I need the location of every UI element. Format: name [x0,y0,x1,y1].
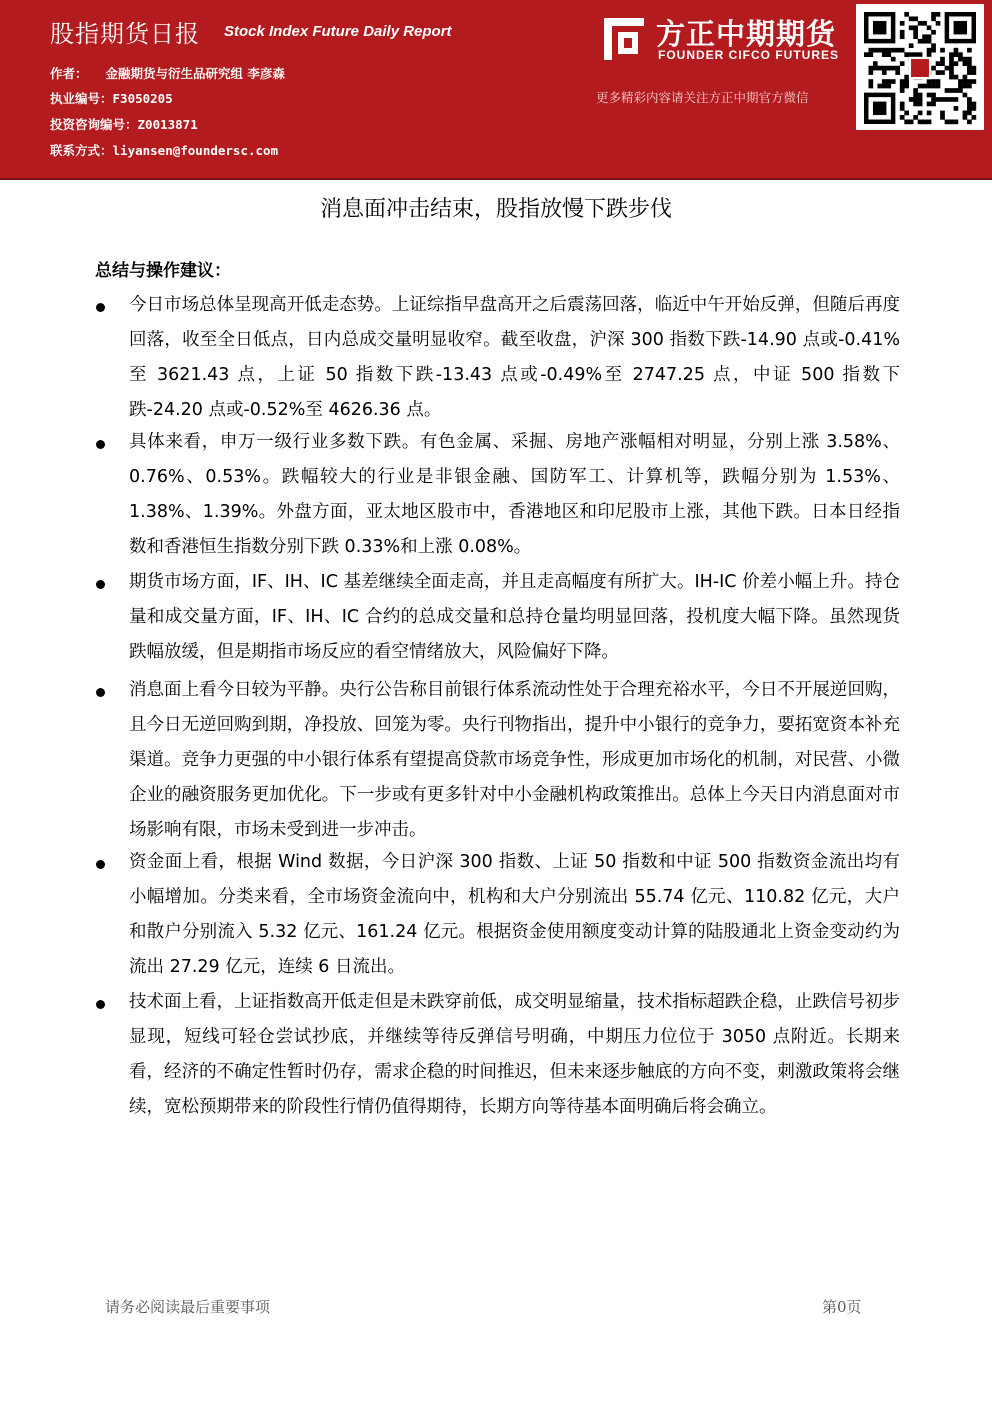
report-header [0,0,992,178]
header-divider [0,178,992,180]
report-title-cn: 股指期货日报 [50,20,200,48]
logo-text-cn: 方正中期期货 [656,17,837,51]
bullet-dot-icon [96,1000,105,1009]
bullet-dot-icon [96,860,105,869]
license-label: 执业编号： [50,91,113,106]
wechat-follow-note: 更多精彩内容请关注方正中期官方微信 [596,90,809,105]
bullet-dot-icon [96,580,105,589]
author-value: 金融期货与衍生品研究组 李彦森 [105,66,285,81]
advisory-label: 投资咨询编号： [50,117,138,132]
author-label: 作者： [50,66,88,81]
page-number: 第0页 [822,1298,862,1316]
author-row [50,64,285,82]
list-item-text: 消息面上看今日较为平静。央行公告称目前银行体系流动性处于合理充裕水平，今日不开展逆回购，且今日无逆回购到期，净投放、回笼为零。央行刊物指出，提升中小银行的竞争力，要拓宽资本补充渠道。竞争力更强的中小银行体系有望提高贷款市场竞争性，形成更加市场化的机制，对民营、小微企业的融资服务更加优化。下一步或有更多针对中小金融机构政策推出。总体上今天日内消息面对市场影响有限，市场未受到进一步冲击。 [129,680,900,840]
section-heading: 总结与操作建议： [95,261,231,281]
bullet-dot-icon [96,440,105,449]
list-item-text: 技术面上看，上证指数高开低走但是未跌穿前低，成交明显缩量，技术指标超跌企稳，止跌信号初步显现，短线可轻仓尝试抄底，并继续等待反弹信号明确，中期压力位位于 3050 点附近。长期来看，经济的不确定性暂时仍存，需求企稳的时间推迟，但未来逐步触底的方向不变，刺激政策将会继续，宽松预期带来的阶段性行情仍值得期待，长期方向等待基本面明确后将会确立。 [129,992,900,1117]
bullet-dot-icon [96,303,105,312]
license-row [50,89,173,107]
bullet-dot-icon [96,688,105,697]
list-item-text: 期货市场方面，IF、IH、IC 基差继续全面走高，并且走高幅度有所扩大。IH-IC 价差小幅上升。持仓量和成交量方面，IF、IH、IC 合约的总成交量和总持仓量均明显回落，投机度大幅下降。虽然现货跌幅放缓，但是期指市场反应的看空情绪放大，风险偏好下降。 [129,572,900,662]
document-title: 消息面冲击结束，股指放慢下跌步伐 [319,197,672,222]
list-item-text: 资金面上看，根据 Wind 数据，今日沪深 300 指数、上证 50 指数和中证 500 指数资金流出均有小幅增加。分类来看，全市场资金流向中，机构和大户分别流出 55.74 亿元、110.82 亿元，大户和散户分别流入 5.32 亿元、161.24 亿元。根据资金使用额度变动计算的陆股通北上资金变动约为流出 27.29 亿元，连续 6 日流出。 [129,852,900,977]
contact-row [50,141,278,159]
license-value: F3050205 [112,91,173,106]
advisory-value: Z0013871 [137,117,198,132]
company-logo [598,12,856,72]
advisory-row [50,115,198,133]
footer-notice: 请务必阅读最后重要事项 [105,1298,271,1316]
contact-email[interactable]: liyansen@foundersc.com [112,143,279,158]
founder-logo-icon [598,14,648,64]
contact-label: 联系方式： [50,143,113,158]
wechat-qr-code-icon [856,4,984,130]
report-title-en: Stock Index Future Daily Report [224,23,452,40]
list-item-text: 今日市场总体呈现高开低走态势。上证综指早盘高开之后震荡回落，临近中午开始反弹，但随后再度回落，收至全日低点，日内总成交量明显收窄。截至收盘，沪深 300 指数下跌-14.90 点或-0.41%至 3621.43 点，上证 50 指数下跌-13.43 点或-0.49%至 2747.25 点，中证 500 指数下跌-24.20 点或-0.52%至 4626.36 点。 [129,295,900,420]
list-item-text: 具体来看，申万一级行业多数下跌。有色金属、采掘、房地产涨幅相对明显，分别上涨 3.58%、0.76%、0.53%。跌幅较大的行业是非银金融、国防军工、计算机等，跌幅分别为 1.53%、1.38%、1.39%。外盘方面，亚太地区股市中，香港地区和印尼股市上涨，其他下跌。日本日经指数和香港恒生指数分别下跌 0.33%和上涨 0.08%。 [129,432,900,557]
logo-text-en: FOUNDER CIFCO FUTURES [658,48,839,62]
